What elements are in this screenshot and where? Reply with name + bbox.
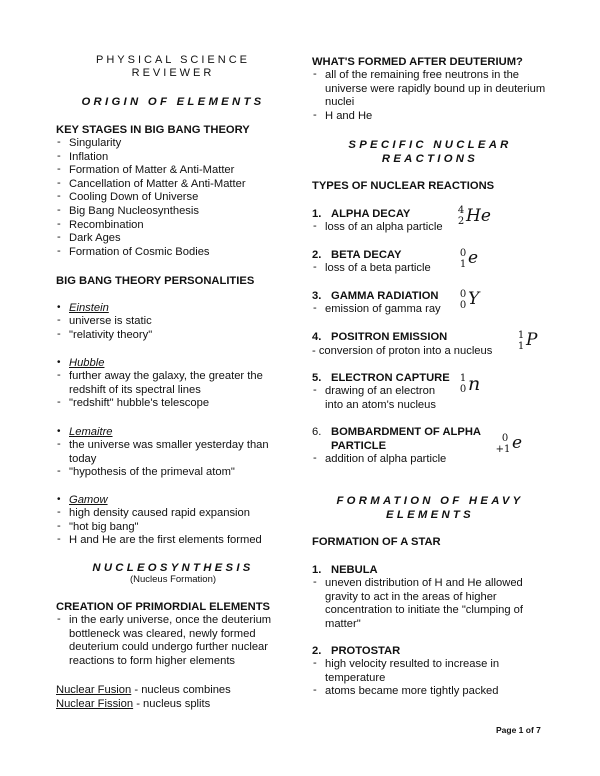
item-number: 1.: [312, 208, 322, 220]
list-item: - Big Bang Nucleosynthesis: [56, 205, 290, 219]
heading-heavy-2: ELEMENTS: [386, 509, 474, 521]
list-item: - in the early universe, once the deuterium bottleneck was cleared, newly formed deuterium could undergo further nuclear reactions to form higher elements: [56, 614, 290, 668]
item-title: POSITRON EMISSION: [331, 331, 448, 343]
item-title: ELECTRON CAPTURE: [331, 372, 450, 384]
list-item: - Dark Ages: [56, 232, 290, 246]
element-symbol: Y: [468, 289, 480, 309]
list-item: - "relativity theory": [56, 329, 290, 343]
types-title: TYPES OF NUCLEAR REACTIONS: [312, 180, 495, 192]
item-number: 3.: [312, 290, 322, 302]
gamow-name: Gamow: [69, 494, 108, 506]
item-number: 4.: [312, 331, 322, 343]
hubble-name: Hubble: [69, 357, 105, 369]
item-title: ALPHA DECAY: [331, 208, 411, 220]
list-item: - "hypothesis of the primeval atom": [56, 466, 290, 480]
item-number: 5.: [312, 372, 322, 384]
list-item: - high density caused rapid expansion: [56, 507, 290, 521]
item-number: 2.: [312, 645, 322, 657]
list-item: - universe is static: [56, 315, 290, 329]
creation-list: [56, 614, 290, 668]
list-item: - Formation of Matter & Anti-Matter: [56, 164, 290, 178]
list-item: - "hot big bang": [56, 521, 290, 535]
item-number: 1.: [312, 564, 322, 576]
fusion-term: Nuclear Fusion: [56, 684, 132, 696]
item-desc: - conversion of proton into a nucleus: [312, 345, 493, 357]
beta-decay: [312, 248, 548, 276]
item-number: 2.: [312, 249, 322, 261]
atomic-number: +1: [495, 444, 511, 455]
item-title: BOMBARDMENT OF ALPHA PARTICLE: [331, 426, 481, 452]
page-number: Page 1 of 7: [496, 725, 541, 735]
mass-number: 4: [457, 205, 465, 216]
stages-title: KEY STAGES IN BIG BANG THEORY: [56, 124, 250, 136]
mass-number: 1: [459, 373, 467, 384]
mass-number: 0: [501, 433, 509, 444]
deuterium-title: WHAT'S FORMED AFTER DEUTERIUM?: [312, 56, 523, 68]
item-number: 6.: [312, 426, 322, 438]
stages-list: [56, 137, 290, 259]
heading-origin: ORIGIN OF ELEMENTS: [81, 96, 265, 108]
fusion-line: [56, 683, 290, 697]
protostar: [312, 644, 548, 699]
element-symbol: He: [466, 206, 491, 226]
lemaitre-name: Lemaitre: [69, 426, 113, 438]
heading-specific-2: REACTIONS: [381, 153, 479, 165]
element-symbol: n: [468, 373, 481, 395]
atomic-number: 0: [459, 384, 467, 395]
list-item: - Cancellation of Matter & Anti-Matter: [56, 178, 290, 192]
list-item: - Singularity: [56, 137, 290, 151]
item-title: BETA DECAY: [331, 249, 402, 261]
list-item: - Cooling Down of Universe: [56, 191, 290, 205]
doc-title-line1: PHYSICAL SCIENCE: [96, 54, 250, 66]
creation-title: CREATION OF PRIMORDIAL ELEMENTS: [56, 601, 271, 613]
heading-nucleosynthesis: NUCLEOSYNTHESIS: [92, 562, 254, 574]
item-desc: - drawing of an electron into an atom's nucleus: [312, 385, 450, 412]
element-symbol: e: [512, 433, 523, 453]
heading-heavy-1: FORMATION OF HEAVY: [336, 495, 524, 507]
fission-term: Nuclear Fission: [56, 698, 134, 710]
lemaitre-block: [56, 425, 290, 480]
gamow-block: [56, 493, 290, 548]
star-title: FORMATION OF A STAR: [312, 536, 441, 548]
list-item: - H and He are the first elements formed: [56, 534, 290, 548]
atomic-number: 2: [457, 216, 465, 227]
list-item: - Formation of Cosmic Bodies: [56, 246, 290, 260]
nucleosynthesis-subtitle: (Nucleus Formation): [129, 574, 217, 585]
mass-number: 0: [459, 248, 467, 259]
list-item: - all of the remaining free neutrons in the universe were rapidly bound up in deuterium nuclei: [312, 69, 548, 110]
list-item: - Inflation: [56, 151, 290, 165]
list-item: - Recombination: [56, 219, 290, 233]
atomic-number: 1: [517, 341, 525, 352]
einstein-name: Einstein: [69, 302, 109, 314]
item-title: GAMMA RADIATION: [331, 290, 439, 302]
element-symbol: e: [468, 248, 479, 268]
positron-emission: [312, 330, 548, 358]
nebula: [312, 563, 548, 631]
atomic-number: 1: [459, 259, 467, 270]
gamma-radiation: [312, 289, 548, 317]
list-item: - further away the galaxy, the greater the redshift of its spectral lines: [56, 370, 290, 397]
item-desc: - uneven distribution of H and He allowed gravity to act in the areas of higher concentration to initiate the "clumping of matter": [312, 577, 543, 631]
einstein-block: [56, 301, 290, 342]
element-symbol: P: [526, 330, 538, 350]
mass-number: 1: [517, 330, 525, 341]
fission-def: - nucleus splits: [133, 698, 211, 710]
item-desc: - addition of alpha particle: [312, 453, 548, 467]
fission-line: [56, 697, 290, 711]
mass-number: 0: [459, 289, 467, 300]
electron-capture: [312, 371, 548, 412]
item-desc: - loss of an alpha particle: [312, 221, 548, 235]
list-item: - H and He: [312, 110, 548, 124]
doc-title-line2: REVIEWER: [131, 67, 215, 79]
item-title: PROTOSTAR: [331, 645, 401, 657]
list-item: - the universe was smaller yesterday than today: [56, 439, 290, 466]
fusion-def: - nucleus combines: [131, 684, 231, 696]
item-desc: - loss of a beta particle: [312, 262, 548, 276]
atomic-number: 0: [459, 300, 467, 311]
alpha-decay: [312, 207, 548, 235]
hubble-block: [56, 356, 290, 411]
list-item: - atoms became more tightly packed: [312, 685, 548, 699]
list-item: - "redshift" hubble's telescope: [56, 397, 290, 411]
deuterium-list: [312, 69, 548, 123]
item-desc: - emission of gamma ray: [312, 303, 548, 317]
item-title: NEBULA: [331, 564, 378, 576]
list-item: - high velocity resulted to increase in temperature: [312, 658, 535, 685]
personalities-title: BIG BANG THEORY PERSONALITIES: [56, 275, 255, 287]
heading-specific-1: SPECIFIC NUCLEAR: [348, 139, 512, 151]
